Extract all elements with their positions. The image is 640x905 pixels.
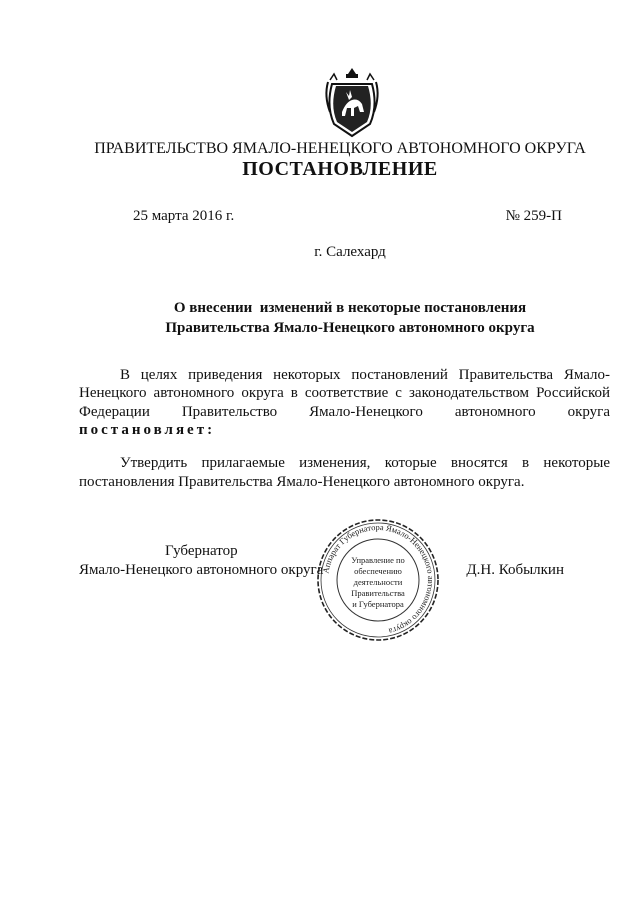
seal-line-1: Управление по <box>351 555 405 565</box>
seal-line-4: Правительства <box>351 588 405 598</box>
title-line-2: Правительства Ямало-Ненецкого автономного округа <box>165 320 535 336</box>
paragraph-1-emphasis: постановляет: <box>79 421 216 438</box>
document-date: 25 марта 2016 г. <box>133 208 235 224</box>
paragraph-1-text: В целях приведения некоторых постановлений Правительства Ямало-Ненецкого автономного округа в соответствие с законодательством Российской Федерации Правительство Ямало-Ненецкого автономного округа <box>79 367 610 420</box>
organization-name: ПРАВИТЕЛЬСТВО ЯМАЛО-НЕНЕЦКОГО АВТОНОМНОГО ОКРУГА <box>94 140 586 157</box>
paragraph-1 <box>79 366 610 439</box>
official-seal-stamp <box>315 517 441 643</box>
seal-line-5: и Губернатора <box>352 599 404 609</box>
document-number: № 259-П <box>505 208 562 224</box>
seal-line-3: деятельности <box>353 577 403 587</box>
signatory-position-line-1: Губернатор <box>165 543 238 559</box>
seal-ring-text: Аппарат Губернатора Ямало-Ненецкого автономного округа <box>320 521 437 637</box>
document-title <box>90 298 610 338</box>
document-type: ПОСТАНОВЛЕНИЕ <box>242 158 438 180</box>
seal-line-2: обеспечению <box>354 566 402 576</box>
coat-of-arms-icon <box>322 66 382 138</box>
title-line-1: О внесении изменений в некоторые постановления <box>173 300 527 316</box>
paragraph-2: Утвердить прилагаемые изменения, которые вносятся в некоторые постановления Правительства Ямало-Ненецкого автономного округа. <box>79 455 610 490</box>
signatory-position-line-2: Ямало-Ненецкого автономного округа <box>79 562 324 578</box>
signatory-name: Д.Н. Кобылкин <box>466 562 564 578</box>
document-city: г. Салехард <box>314 244 386 260</box>
